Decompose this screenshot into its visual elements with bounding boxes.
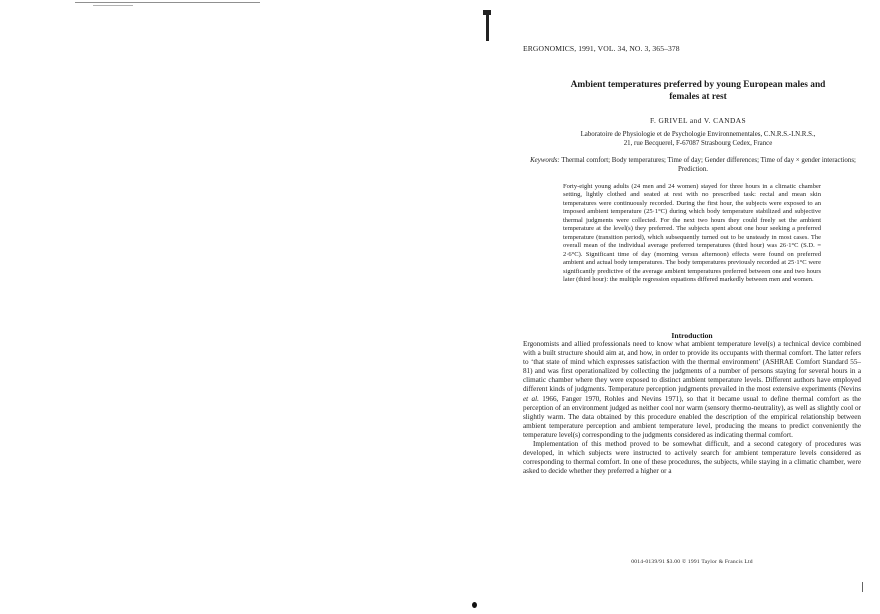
affiliation bbox=[540, 131, 856, 148]
paragraph-text: 1966, Fanger 1970, Rohles and Nevins 1971), so that it became usual to define thermal comfort as the perception of an environment judged as neither cool nor warm (sensory thermo-neutrality), as well as slightly cool or slightly warm. The data obtained by this procedure enabled the description of the empirical relationship between ambient temperature perception and ambient temperature level, producing the means to predict conveniently the temperature level(s) corresponding to the judgments considered as indicating thermal comfort. bbox=[523, 394, 862, 439]
citation-etal: et al. bbox=[523, 394, 539, 403]
introduction-body bbox=[523, 340, 861, 476]
affiliation-line: Laboratoire de Physiologie et de Psychologie Environnementales, C.N.R.S.-I.N.R.S., bbox=[580, 131, 816, 138]
abstract: Forty-eight young adults (24 men and 24 women) stayed for three hours in a climatic chamber setting, lightly clothed and seated at rest with no prescribed task: rectal and mean skin temperatures were continuously recorded. During the first hour, the subjects were exposed to an imposed ambient temperature (25·1°C) during which body temperature stabilized and subjective thermal judgments were collected. For the next two hours they could freely set the ambient temperature at the level(s) they preferred. The subjects spent about one hour seeking a preferred temperature (transition period), which subsequently turned out to be unsteady in most cases. The overall mean of the individual average preferred temperatures (third hour) was 26·1°C (S.D. = 2·6°C). Significant time of day (morning versus afternoon) effects were found on preferred ambient and actual body temperatures. The body temperatures previously recorded at 25·1°C were significantly predictive of the average ambient temperatures preferred between one and two hours later (third hour): the multiple regression equations differed markedly between men and women. bbox=[563, 183, 821, 283]
affiliation-line: 21, rue Becquerel, F-67087 Strasbourg Cedex, France bbox=[623, 139, 773, 147]
scan-streak-top-left-2 bbox=[93, 5, 133, 6]
paragraph bbox=[523, 340, 861, 440]
paragraph: Implementation of this method proved to be somewhat difficult, and a second category of procedures was developed, in which subjects were instructed to actively search for ambient temperature levels considered as corresponding to thermal comfort. In one of these procedures, the subjects, while staying in a climatic chamber, were asked to decide whether they preferred a higher or a bbox=[523, 440, 861, 476]
copyright-footer: 0014-0139/91 $3.00 © 1991 Taylor & Francis Ltd bbox=[631, 559, 753, 565]
scan-tick-right bbox=[862, 582, 863, 592]
scan-dot bbox=[472, 602, 477, 608]
journal-citation: ERGONOMICS, 1991, VOL. 34, NO. 3, 365–378 bbox=[523, 44, 680, 53]
scan-streak-top-left bbox=[75, 2, 260, 3]
keywords-text: Thermal comfort; Body temperatures; Time of day; Gender differences; Time of day × gender interactions; Prediction. bbox=[561, 157, 856, 173]
paper-title: Ambient temperatures preferred by young European males and females at rest bbox=[570, 80, 826, 102]
keywords-label: Keywords: bbox=[530, 157, 560, 164]
section-heading-introduction: Introduction bbox=[671, 331, 713, 340]
binding-mark-tick bbox=[483, 10, 491, 15]
paper-authors: F. GRIVEL and V. CANDAS bbox=[650, 116, 746, 125]
keywords bbox=[528, 157, 858, 174]
paragraph-text: Ergonomists and allied professionals need to know what ambient temperature level(s) a technical device combined with a built structure should aim at, and how, in order to provide its occupants with thermal comfort. The latter refers to ‘that state of mind which expresses satisfaction with the thermal environment’ (ASHRAE Comfort Standard 55–81) and was first operationalized by collecting the judgments of a number of persons staying for several hours in a climatic chamber where they were exposed to distinct ambient temperature levels. Different authors have employed different kinds of judgments. Temperature perception judgments prevailed in the most extensive experiments (Nevins bbox=[523, 340, 861, 394]
